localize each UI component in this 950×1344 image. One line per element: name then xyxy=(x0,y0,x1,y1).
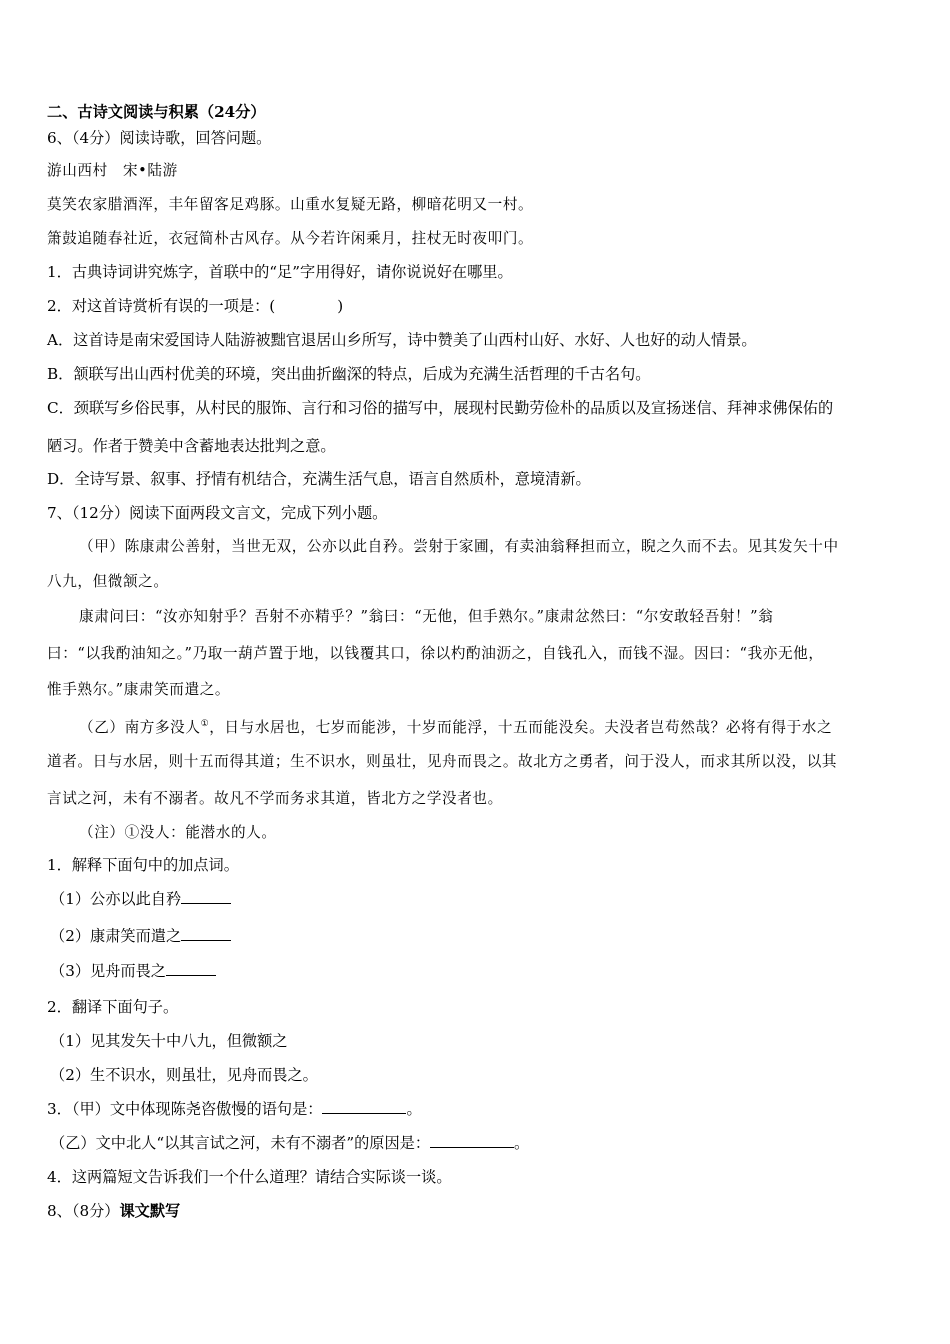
question-7-sub1: 1．解释下面句中的加点词。 xyxy=(47,856,239,874)
sub-item-text: （3）见舟而畏之 xyxy=(50,962,166,980)
option-b: B．颔联写出山西村优美的环境，突出曲折幽深的特点，后成为充满生活哲理的千古名句。 xyxy=(47,365,651,383)
question-6-sub2 xyxy=(47,296,343,316)
sub3b-suffix: 。 xyxy=(514,1134,530,1152)
yi-text: ，日与水居也，七岁而能涉，十岁而能浮，十五而能没矣。夫没者岂苟然哉？必将有得于水之 xyxy=(209,718,833,736)
sub-item-text: （2）康肃笑而遣之 xyxy=(50,927,182,945)
answer-blank[interactable] xyxy=(166,961,216,976)
poem-line: 莫笑农家腊酒浑，丰年留客足鸡豚。山重水复疑无路，柳暗花明又一村。 xyxy=(47,196,534,213)
option-d: D．全诗写景、叙事、抒情有机结合，充满生活气息，语言自然质朴，意境清新。 xyxy=(47,470,591,488)
passage-jia-line: 惟手熟尔。”康肃笑而遣之。 xyxy=(47,681,231,698)
answer-blank[interactable] xyxy=(181,889,231,904)
passage-yi-line xyxy=(79,714,832,738)
footnote-marker: ① xyxy=(200,719,210,729)
answer-blank[interactable] xyxy=(181,926,231,941)
question-7-sub4: 4．这两篇短文告诉我们一个什么道理？请结合实际谈一谈。 xyxy=(47,1168,452,1186)
question-6-sub1: 1．古典诗词讲究炼字，首联中的“足”字用得好，请你说说好在哪里。 xyxy=(47,263,513,281)
passage-jia-line: 曰：“以我酌油知之。”乃取一葫芦置于地，以钱覆其口，徐以杓酌油沥之，自钱孔入，而钱不湿。因曰：“我亦无他， xyxy=(47,645,824,662)
answer-blank[interactable] xyxy=(322,1099,406,1114)
footnote: （注）①没人：能潜水的人。 xyxy=(79,824,277,841)
sub2-suffix: ) xyxy=(337,297,344,315)
question-8-stem xyxy=(47,1201,180,1221)
sub-item xyxy=(50,889,231,909)
poem-title: 游山西村 宋•陆游 xyxy=(47,162,178,179)
section-title: 二、古诗文阅读与积累（24分） xyxy=(47,103,266,121)
passage-yi-line: 言试之河，未有不溺者。故凡不学而务求其道，皆北方之学没者也。 xyxy=(47,790,503,807)
passage-yi-line: 道者。日与水居，则十五而得其道；生不识水，则虽壮，见舟而畏之。故北方之勇者，问于没人，而求其所以没，以其 xyxy=(47,753,838,770)
yi-text: （乙）南方多没人 xyxy=(79,718,201,736)
answer-blank[interactable] xyxy=(430,1133,514,1148)
passage-jia-line: 康肃问曰：“汝亦知射乎？吾射不亦精乎？”翁曰：“无他，但手熟尔。”康肃忿然曰：“尔安敢轻吾射！”翁 xyxy=(79,608,774,625)
question-7-sub2: 2．翻译下面句子。 xyxy=(47,998,179,1016)
sub3b-text: （乙）文中北人“以其言试之河，未有不溺者”的原因是： xyxy=(50,1134,431,1152)
passage-jia-line: （甲）陈康肃公善射，当世无双，公亦以此自矜。尝射于家圃，有卖油翁释担而立，睨之久而不去。见其发矢十中 xyxy=(79,538,839,555)
sub-item xyxy=(50,926,231,946)
sub-item-text: （1）公亦以此自矜 xyxy=(50,890,182,908)
question-7-sub3b xyxy=(50,1133,529,1153)
option-c-cont: 陋习。作者于赞美中含蓄地表达批判之意。 xyxy=(47,437,336,455)
sub3-suffix: 。 xyxy=(406,1100,422,1118)
option-c: C．颈联写乡俗民事，从村民的服饰、言行和习俗的描写中，展现村民勤劳俭朴的品质以及宣扬迷信、拜神求佛保佑的 xyxy=(47,399,834,417)
option-a: A．这首诗是南宋爱国诗人陆游被黜官退居山乡所写，诗中赞美了山西村山好、水好、人也好的动人情景。 xyxy=(47,331,757,349)
sub-item xyxy=(50,961,216,981)
sub-item: （1）见其发矢十中八九，但微额之 xyxy=(50,1032,288,1050)
q8-prefix: 8、（8分） xyxy=(47,1202,120,1220)
sub2-prefix: 2．对这首诗赏析有误的一项是：( xyxy=(47,297,276,315)
sub-item: （2）生不识水，则虽壮，见舟而畏之。 xyxy=(50,1066,318,1084)
sub3-text: 3．（甲）文中体现陈尧咨傲慢的语句是： xyxy=(47,1100,323,1118)
question-7-stem: 7、（12分）阅读下面两段文言文，完成下列小题。 xyxy=(47,504,388,522)
question-7-sub3 xyxy=(47,1099,422,1119)
question-6-stem: 6、（4分）阅读诗歌，回答问题。 xyxy=(47,129,272,147)
poem-line: 箫鼓追随春社近，衣冠简朴古风存。从今若许闲乘月，拄杖无时夜叩门。 xyxy=(47,230,534,247)
passage-jia-line: 八九，但微颔之。 xyxy=(47,573,169,590)
q8-title: 课文默写 xyxy=(119,1202,181,1220)
